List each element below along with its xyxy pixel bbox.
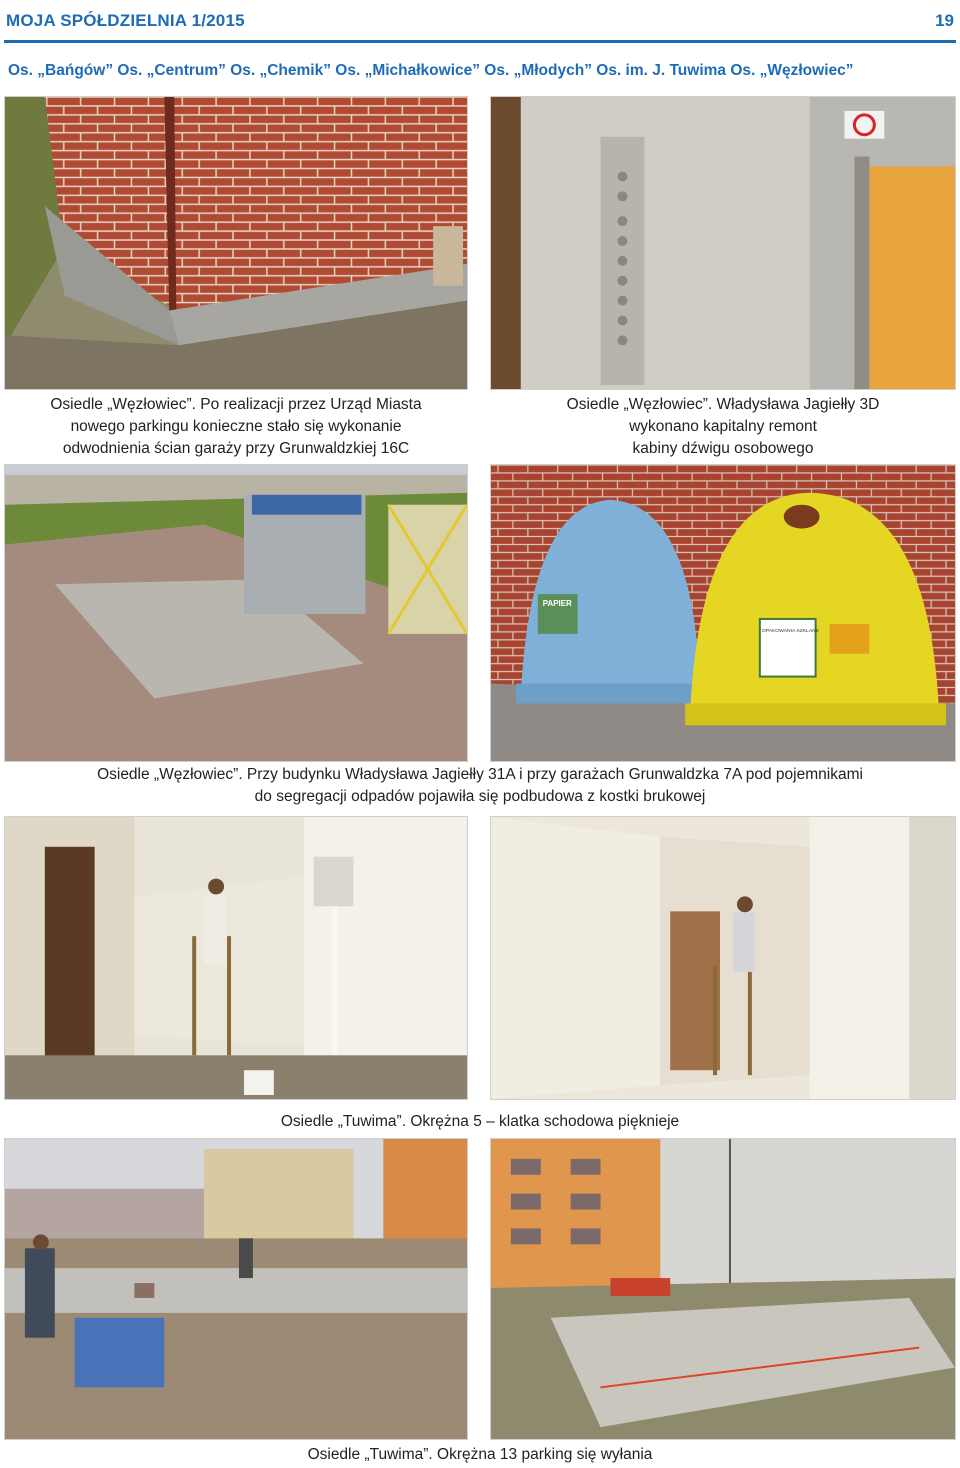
caption-containers <box>4 764 956 808</box>
districts-line: Os. „Bańgów” Os. „Centrum” Os. „Chemik” Os. „Michałkowice” Os. „Młodych” Os. im. J. Tuwima Os. „Węzłowiec” <box>8 62 854 79</box>
photo-garage-drainage <box>4 96 468 390</box>
caption-line: wykonano kapitalny remont <box>629 418 817 435</box>
photo-stairwell-painter-right <box>490 816 956 1100</box>
photo-stairwell-painter-left <box>4 816 468 1100</box>
caption-parking <box>4 1444 956 1466</box>
caption-line: Osiedle „Węzłowiec”. Po realizacji przez Urząd Miasta <box>50 396 422 413</box>
caption-line: do segregacji odpadów pojawiła się podbudowa z kostki brukowej <box>254 788 706 805</box>
caption-line: Osiedle „Węzłowiec”. Przy budynku Władysława Jagiełły 31A i przy garażach Grunwaldzka 7A pod pojemnikami <box>97 766 863 783</box>
page-number: 19 <box>935 11 954 30</box>
photo-paved-container-area <box>4 464 468 762</box>
caption-stairwell <box>4 1111 956 1133</box>
publication-title: MOJA SPÓŁDZIELNIA 1/2015 <box>6 11 245 30</box>
caption-line: odwodnienia ścian garaży przy Grunwaldzkiej 16C <box>62 440 410 457</box>
photo-parking <box>490 1138 956 1440</box>
caption-line: kabiny dźwigu osobowego <box>632 440 814 457</box>
caption-garage-drainage <box>4 394 468 460</box>
caption-line: Osiedle „Węzłowiec”. Władysława Jagiełły 3D <box>566 396 880 413</box>
caption-line: Osiedle „Tuwima”. Okrężna 5 – klatka schodowa pięknieje <box>280 1113 680 1130</box>
paper-bin-label: PAPIER <box>542 599 572 609</box>
page-header <box>6 6 954 36</box>
photo-paving-works <box>4 1138 468 1440</box>
caption-line: nowego parkingu konieczne stało się wykonanie <box>70 418 402 435</box>
header-rule <box>4 40 956 43</box>
photo-recycling-bins <box>490 464 956 762</box>
caption-line: Osiedle „Tuwima”. Okrężna 13 parking się wyłania <box>307 1446 653 1463</box>
glass-bin-label: OPAKOWANIA SZKLANE <box>761 628 820 634</box>
photo-elevator <box>490 96 956 390</box>
caption-elevator <box>490 394 956 460</box>
